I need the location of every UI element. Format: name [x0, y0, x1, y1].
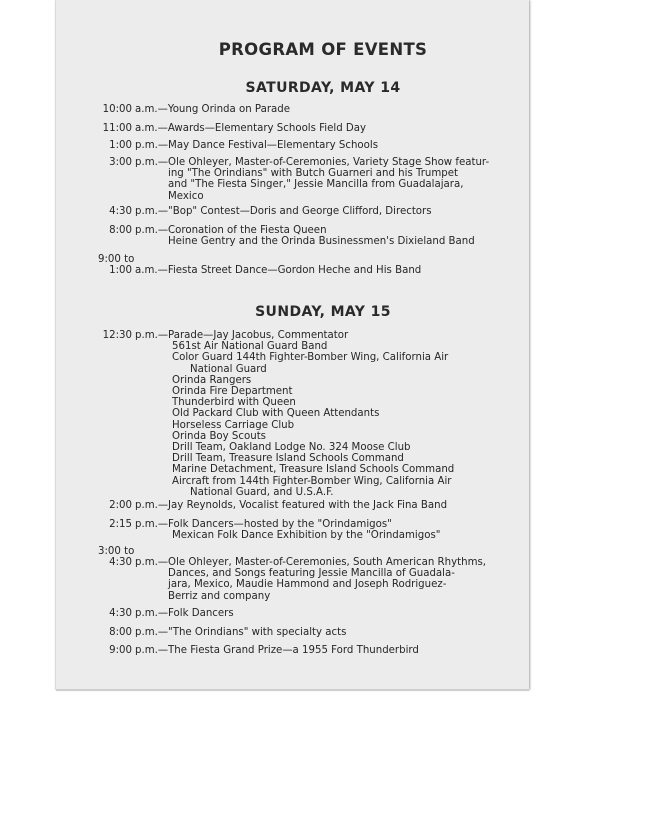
description-line: a.m.—Awards—Elementary Schools Field Day — [135, 123, 367, 134]
description-line: p.m.—Parade—Jay Jacobus, Commentator — [135, 330, 349, 341]
description-line: and "The Fiesta Singer," Jessie Mancilla from Guadalajara, — [168, 179, 464, 191]
event-time: 8:00 — [109, 225, 132, 236]
description-line: Marine Detachment, Treasure Island Schools Command — [172, 464, 455, 476]
event-time: 2:15 — [109, 519, 132, 530]
event-time: 3:00 to 4:30 — [98, 546, 135, 569]
description-line: National Guard — [190, 363, 267, 375]
event-description — [135, 104, 495, 115]
description-line: p.m.—Folk Dancers — [135, 608, 234, 619]
description-line: Mexican Folk Dance Exhibition by the "Orindamigos" — [172, 530, 441, 542]
description-line: p.m.—Ole Ohleyer, Master-of-Ceremonies, South American Rhythms, — [135, 557, 487, 568]
description-line: Drill Team, Oakland Lodge No. 324 Moose Club — [172, 442, 411, 454]
event-description — [135, 225, 495, 247]
event-time: 9:00 to 1:00 — [98, 254, 135, 277]
event-description — [135, 157, 495, 202]
event-description — [135, 645, 495, 656]
event-description — [135, 557, 495, 602]
description-line: p.m.—Jay Reynolds, Vocalist featured with the Jack Fina Band — [135, 500, 448, 511]
day-heading: SATURDAY, MAY 14 — [245, 80, 401, 96]
day-heading: SUNDAY, MAY 15 — [255, 304, 391, 320]
description-line: Orinda Fire Department — [172, 386, 293, 398]
description-line: Berriz and company — [168, 590, 271, 602]
description-line: p.m.—Coronation of the Fiesta Queen — [135, 225, 327, 236]
description-line: p.m.—Ole Ohleyer, Master-of-Ceremonies, Variety Stage Show featur- — [135, 157, 490, 168]
description-line: p.m.—May Dance Festival—Elementary Schools — [135, 140, 379, 151]
event-time: 4:30 — [109, 608, 132, 619]
event-description — [135, 627, 495, 638]
description-line: p.m.—Folk Dancers—hosted by the "Orindamigos" — [135, 519, 392, 530]
description-line: Aircraft from 144th Fighter-Bomber Wing, California Air — [172, 475, 452, 487]
event-description — [135, 265, 495, 276]
event-time: 3:00 — [109, 157, 132, 168]
event-time: 2:00 — [109, 500, 132, 511]
description-line: ing "The Orindians" with Butch Guarneri and his Trumpet — [168, 168, 459, 180]
event-description — [135, 206, 495, 217]
event-time: 11:00 — [102, 123, 132, 134]
page-edge — [56, 689, 529, 691]
description-line: a.m.—Fiesta Street Dance—Gordon Heche and His Band — [135, 265, 422, 276]
event-description — [135, 519, 495, 541]
description-line: jara, Mexico, Maudie Hammond and Joseph Rodriguez- — [168, 579, 447, 591]
description-line: p.m.—"Bop" Contest—Doris and George Clifford, Directors — [135, 206, 432, 217]
description-line: National Guard, and U.S.A.F. — [190, 486, 334, 498]
description-line: Color Guard 144th Fighter-Bomber Wing, California Air — [172, 352, 449, 364]
event-description — [135, 123, 495, 134]
event-time: 4:30 — [109, 206, 132, 217]
description-line: Drill Team, Treasure Island Schools Command — [172, 453, 404, 465]
description-line: Thunderbird with Queen — [172, 397, 296, 409]
event-description — [135, 330, 495, 498]
description-line: p.m.—The Fiesta Grand Prize—a 1955 Ford Thunderbird — [135, 645, 419, 656]
event-time: 1:00 — [109, 140, 132, 151]
description-line: Old Packard Club with Queen Attendants — [172, 408, 380, 420]
description-line: Orinda Rangers — [172, 374, 252, 386]
event-time: 12:30 — [102, 330, 132, 341]
event-time: 10:00 — [102, 104, 132, 115]
description-line: p.m.—"The Orindians" with specialty acts — [135, 627, 347, 638]
description-line: Mexico — [168, 190, 204, 202]
description-line: a.m.—Young Orinda on Parade — [135, 104, 291, 115]
event-time: 8:00 — [109, 627, 132, 638]
description-line: Orinda Boy Scouts — [172, 430, 266, 442]
event-description — [135, 500, 495, 511]
description-line: 561st Air National Guard Band — [172, 341, 328, 353]
event-description — [135, 140, 495, 151]
description-line: Horseless Carriage Club — [172, 419, 295, 431]
description-line: Dances, and Songs featuring Jessie Mancilla of Guadala- — [168, 568, 455, 580]
description-line: Heine Gentry and the Orinda Businessmen's Dixieland Band — [168, 236, 475, 248]
program-title: PROGRAM OF EVENTS — [218, 40, 428, 59]
event-time: 9:00 — [109, 645, 132, 656]
event-description — [135, 608, 495, 619]
